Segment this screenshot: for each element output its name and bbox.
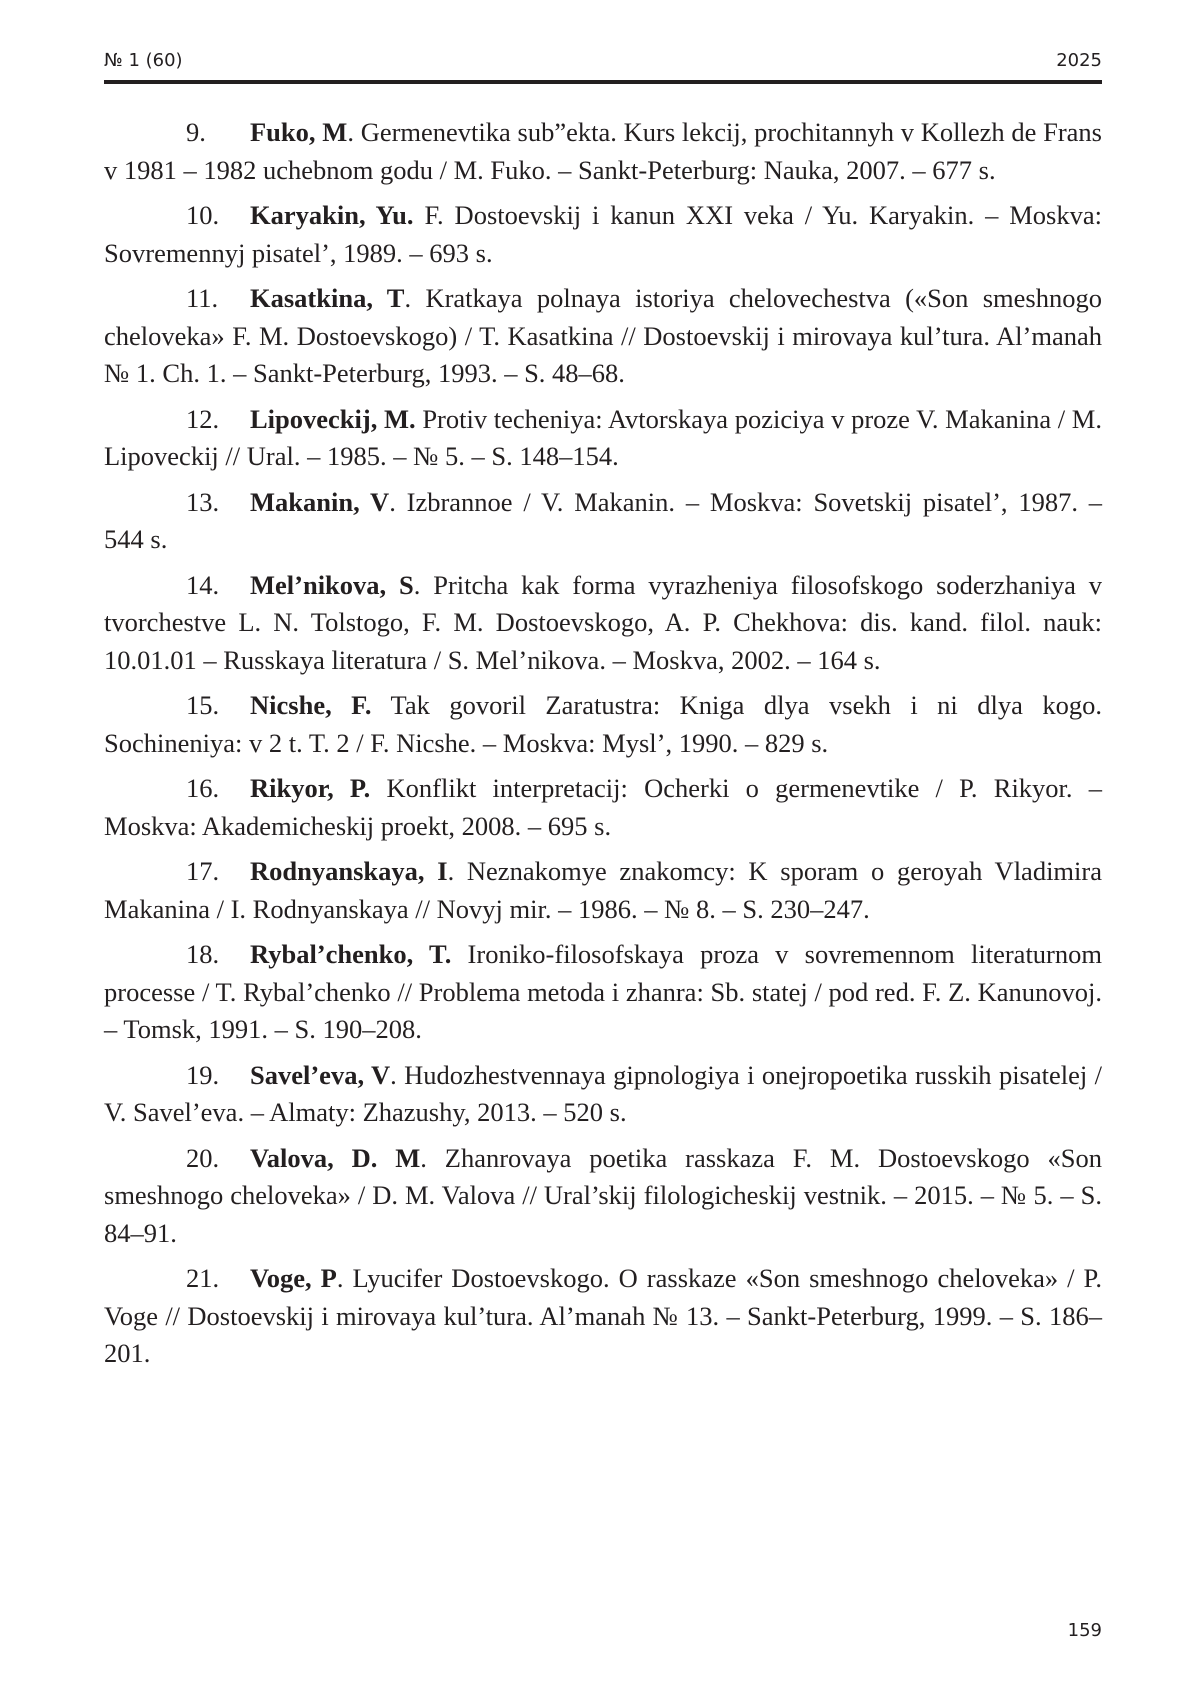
reference-item xyxy=(104,770,1102,845)
reference-number: 15. xyxy=(186,690,220,720)
reference-item xyxy=(104,114,1102,189)
reference-text: Tak govoril Zaratustra: Kniga dlya vsekh i ni dlya kogo. Sochineniya: v 2 t. T. 2 / F. Nicshe. – Moskva: Mysl’, 1990. – 829 s. xyxy=(104,690,1102,758)
reference-author: Makanin, V xyxy=(250,486,390,517)
reference-item xyxy=(104,197,1102,272)
reference-item xyxy=(104,936,1102,1049)
reference-text: F. Dostoevskij i kanun XXI veka / Yu. Karyakin. – Moskva: Sovremennyj pisatel’, 1989. – 693 s. xyxy=(104,200,1102,268)
reference-item xyxy=(104,1140,1102,1253)
reference-number: 10. xyxy=(186,200,220,230)
reference-author: Rikyor, P. xyxy=(250,773,371,803)
reference-item xyxy=(104,280,1102,393)
reference-item xyxy=(104,401,1102,476)
reference-author: Rybal’chenko, T. xyxy=(250,939,452,969)
reference-number: 19. xyxy=(186,1059,220,1090)
reference-number: 9. xyxy=(186,117,206,147)
reference-item xyxy=(104,687,1102,762)
reference-text: Protiv techeniya: Avtorskaya poziciya v proze V. Makanina / M. Lipoveckij // Ural. – 1985. – № 5. – S. 148–154. xyxy=(104,403,1102,471)
journal-issue: № 1 (60) xyxy=(104,50,183,71)
reference-number: 12. xyxy=(186,403,220,434)
reference-text: . Germenevtika sub”ekta. Kurs lekcij, prochitannyh v Kollezh de Frans v 1981 – 1982 uchebnom godu / M. Fuko. – Sankt-Peterburg: Nauka, 2007. – 677 s. xyxy=(104,117,1102,185)
reference-number: 18. xyxy=(186,939,220,969)
reference-text: . Lyucifer Dostoevskogo. O rasskaze «Son smeshnogo cheloveka» / P. Voge // Dostoevskij i mirovaya kul’tura. Al’manah № 13. – Sankt-Peterburg, 1999. – S. 186–201. xyxy=(104,1263,1102,1368)
reference-text: . Pritcha kak forma vyrazheniya filosofskogo soderzhaniya v tvorchestve L. N. Tolstogo, F. M. Dostoevskogo, A. P. Chekhova: dis. kand. filol. nauk: 10.01.01 – Russkaya literatura / S. Mel’nikova. – Moskva, 2002. – 164 s. xyxy=(104,569,1102,675)
reference-number: 13. xyxy=(186,486,220,517)
reference-number: 14. xyxy=(186,569,220,600)
reference-author: Karyakin, Yu. xyxy=(250,200,414,230)
reference-author: Mel’nikova, S xyxy=(250,569,414,600)
reference-item xyxy=(104,1260,1102,1373)
reference-author: Voge, P xyxy=(250,1263,337,1293)
reference-text: . Izbrannoe / V. Makanin. – Moskva: Sovetskij pisatel’, 1987. – 544 s. xyxy=(104,486,1103,554)
reference-number: 16. xyxy=(186,773,220,803)
reference-item xyxy=(104,853,1102,928)
reference-author: Lipoveckij, M. xyxy=(250,403,416,434)
reference-text: . Zhanrovaya poetika rasskaza F. M. Dostoevskogo «Son smeshnogo cheloveka» / D. M. Valova // Ural’skij filologicheskij vestnik. – 2015. – № 5. – S. 84–91. xyxy=(104,1142,1102,1248)
reference-author: Valova, D. M xyxy=(250,1142,421,1173)
reference-number: 17. xyxy=(186,856,220,886)
reference-text: Ironiko-filosofskaya proza v sovremennom literaturnom processe / T. Rybal’chenko // Problema metoda i zhanra: Sb. statej / pod red. F. Z. Kanunovoj. – Tomsk, 1991. – S. 190–208. xyxy=(104,939,1102,1044)
reference-item xyxy=(104,484,1102,559)
reference-number: 11. xyxy=(186,283,219,313)
reference-text: . Hudozhestvennaya gipnologiya i onejropoetika russkih pisatelej / V. Savel’eva. – Almaty: Zhazushy, 2013. – 520 s. xyxy=(104,1059,1102,1127)
reference-item xyxy=(104,567,1102,680)
reference-item xyxy=(104,1057,1102,1132)
page-number: 159 xyxy=(1067,1620,1102,1641)
reference-number: 21. xyxy=(186,1263,220,1293)
reference-author: Fuko, M xyxy=(250,117,348,147)
reference-text: Konflikt interpretacij: Ocherki o germenevtike / P. Rikyor. – Moskva: Akademicheskij proekt, 2008. – 695 s. xyxy=(104,773,1103,841)
reference-author: Nicshe, F. xyxy=(250,690,372,720)
reference-list xyxy=(104,114,1102,1381)
journal-year: 2025 xyxy=(1056,50,1102,71)
reference-text: . Kratkaya polnaya istoriya chelovechestva («Son smeshnogo cheloveka» F. M. Dostoevskogo) / T. Kasatkina // Dostoevskij i mirovaya kul’tura. Al’manah № 1. Ch. 1. – Sankt-Peterburg, 1993. – S. 48–68. xyxy=(104,283,1102,388)
reference-author: Rodnyanskaya, I xyxy=(250,856,448,886)
reference-number: 20. xyxy=(186,1142,220,1173)
reference-author: Kasatkina, T xyxy=(250,283,405,313)
page-header xyxy=(104,46,1102,84)
reference-author: Savel’eva, V xyxy=(250,1059,391,1090)
reference-text: . Neznakomye znakomcy: K sporam o geroyah Vladimira Makanina / I. Rodnyanskaya // Novyj mir. – 1986. – № 8. – S. 230–247. xyxy=(104,856,1102,924)
